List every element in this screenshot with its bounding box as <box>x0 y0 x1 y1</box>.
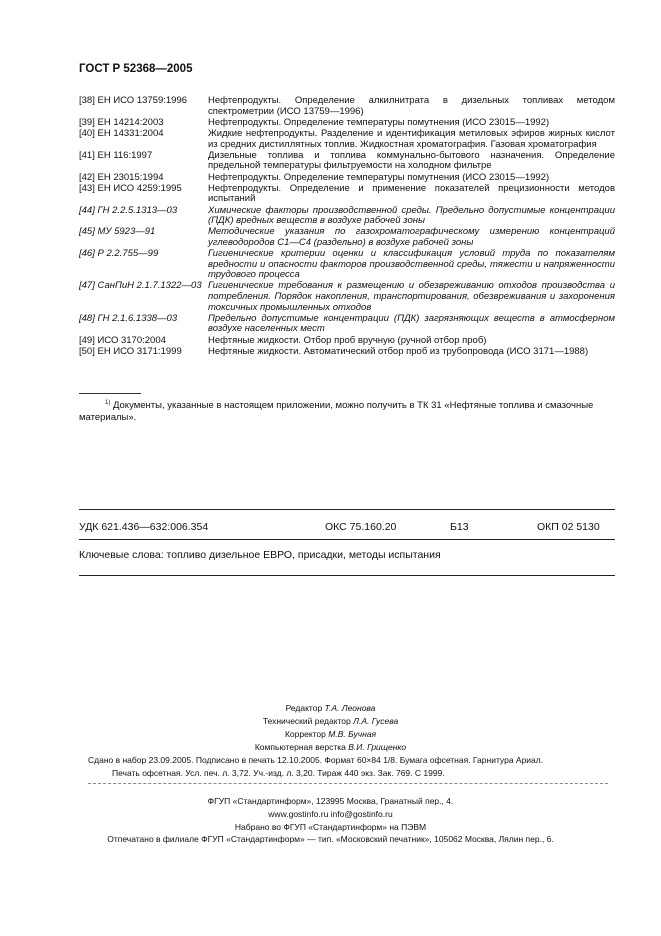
reference-code: [50] ЕН ИСО 3171:1999 <box>79 345 182 357</box>
oks-code: ОКС 75.160.20 <box>325 521 397 533</box>
keywords-line: Ключевые слова: топливо дизельное ЕВРО, присадки, методы испытания <box>79 549 441 561</box>
credit-role: Корректор <box>284 729 326 739</box>
credit-person: Л.А. Гусева <box>353 716 399 726</box>
reference-title: Гигиенические требования к размещению и обезвреживанию отходов производства и потребления. Порядок накопления, транспортирования, обезвреживания и захоронения токсичных промышленных отходов <box>208 280 615 313</box>
bibliography-item <box>79 336 615 347</box>
reference-title: Нефтепродукты. Определение температуры помутнения (ИСО 23015—1992) <box>208 171 550 183</box>
keywords-bottom-rule <box>79 575 615 576</box>
bibliography-item <box>79 129 615 150</box>
reference-code: [42] ЕН 23015:1994 <box>79 171 164 183</box>
reference-code: [41] ЕН 116:1997 <box>79 149 153 161</box>
credit-role: Компьютерная верстка <box>254 742 346 752</box>
publisher-typeset: Набрано во ФГУП «Стандартинформ» на ПЭВМ <box>234 821 427 832</box>
credit-person: В.И. Грищенко <box>348 742 407 752</box>
reference-title: Нефтяные жидкости. Отбор проб вручную (ручной отбор проб) <box>208 334 487 346</box>
reference-code: [47] СанПиН 2.1.7.1322—03 <box>79 280 202 292</box>
bibliography-item <box>79 173 615 184</box>
footnote-mark: 1) <box>105 400 111 406</box>
reference-title: Предельно допустимые концентрации (ПДК) загрязняющих веществ в атмосферном воздухе населенных мест <box>208 312 615 335</box>
b-code: Б13 <box>450 521 469 533</box>
bibliography-item <box>79 96 615 117</box>
reference-title: Химические факторы производственной среды. Предельно допустимые концентрации (ПДК) вредных веществ в воздухе рабочей зоны <box>208 204 615 227</box>
bibliography-item <box>79 227 615 248</box>
footnote-divider <box>79 393 141 394</box>
publisher-contacts: www.gostinfo.ru info@gostinfo.ru <box>268 808 393 819</box>
reference-title: Методические указания по газохроматографическому измерению концентраций углеводородов C1—C4 (раздельно) в воздухе рабочей зоны <box>208 226 615 248</box>
imprint-line-1: Сдано в набор 23.09.2005. Подписано в печать 12.10.2005. Формат 60×84 1/8. Бумага офсетная. Гарнитура Ариал. <box>88 755 544 765</box>
reference-code: [48] ГН 2.1.6.1338—03 <box>79 312 178 324</box>
credit-person: Т.А. Леонова <box>324 703 376 713</box>
bibliography-item <box>79 151 615 172</box>
reference-title: Жидкие нефтепродукты. Разделение и идентификация метиловых эфиров жирных кислот из средних дистиллятных топлив. Жидкостная хроматография. Газовая хроматография <box>208 127 615 150</box>
reference-title: Нефтепродукты. Определение алкилнитрата в дизельных топливах методом спектрометрии (ИСО 13759—1996) <box>208 95 615 117</box>
publisher-address: ФГУП «Стандартинформ», 123995 Москва, Гранатный пер., 4. <box>207 796 454 806</box>
classification-middle-rule <box>79 539 615 540</box>
reference-code: [40] ЕН 14331:2004 <box>79 127 164 139</box>
credit-line <box>0 702 661 715</box>
credit-line <box>0 715 661 728</box>
credit-line <box>0 741 661 754</box>
bibliography-item <box>79 249 615 281</box>
bibliography-item <box>79 184 615 205</box>
footnote <box>79 398 615 423</box>
credit-line <box>0 728 661 741</box>
udk-code: УДК 621.436—632:006.354 <box>79 521 209 533</box>
bibliography-item <box>79 314 615 335</box>
imprint-divider <box>88 783 608 784</box>
reference-code: [49] ИСО 3170:2004 <box>79 334 166 346</box>
classification-top-rule <box>79 509 615 510</box>
imprint-block <box>88 754 608 780</box>
credit-role: Редактор <box>285 703 323 713</box>
reference-code: [38] ЕН ИСО 13759:1996 <box>79 95 188 106</box>
reference-code: [39] ЕН 14214:2003 <box>79 116 164 128</box>
footnote-text: Документы, указанные в настоящем приложении, можно получить в ТК 31 «Нефтяные топлива и смазочные материалы». <box>79 400 594 423</box>
credit-role: Технический редактор <box>262 716 351 726</box>
bibliography-item <box>79 206 615 227</box>
reference-code: [45] МУ 5923—91 <box>79 226 156 238</box>
imprint-line-2: Печать офсетная. Усл. печ. л. 3,72. Уч.-изд. л. 3,20. Тираж 440 экз. Зак. 769. С 1999. <box>112 768 445 778</box>
reference-title: Нефтепродукты. Определение температуры помутнения (ИСО 23015—1992) <box>208 116 550 128</box>
reference-title: Дизельные топлива и топлива коммунально-бытового назначения. Определение предельной температуры фильтруемости на холодном фильтре <box>208 149 615 172</box>
document-header-title: ГОСТ Р 52368—2005 <box>79 63 193 75</box>
reference-title: Гигиенические критерии оценки и классификация условий труда по показателям вредности и опасности факторов производственной среды, тяжести и напряженности трудового процесса <box>208 248 615 281</box>
publisher-block <box>0 795 661 846</box>
reference-code: [46] Р 2.2.755—99 <box>79 248 159 260</box>
reference-code: [44] ГН 2.2.5.1313—03 <box>79 204 178 216</box>
reference-title: Нефтяные жидкости. Автоматический отбор проб из трубопровода (ИСО 3171—1988) <box>208 345 589 357</box>
credit-person: М.В. Бучная <box>328 729 377 739</box>
bibliography-item <box>79 281 615 313</box>
reference-title: Нефтепродукты. Определение и применение показателей прецизионности методов испытаний <box>208 182 615 205</box>
bibliography-item <box>79 118 615 129</box>
publisher-printed: Отпечатано в филиале ФГУП «Стандартинформ» — тип. «Московский печатник», 105062 Москва, Лялин пер., 6. <box>107 834 554 845</box>
credits-block <box>0 702 661 754</box>
bibliography-list <box>79 96 615 358</box>
reference-code: [43] ЕН ИСО 4259:1995 <box>79 182 182 194</box>
bibliography-item <box>79 347 615 358</box>
okp-code: ОКП 02 5130 <box>537 521 600 533</box>
